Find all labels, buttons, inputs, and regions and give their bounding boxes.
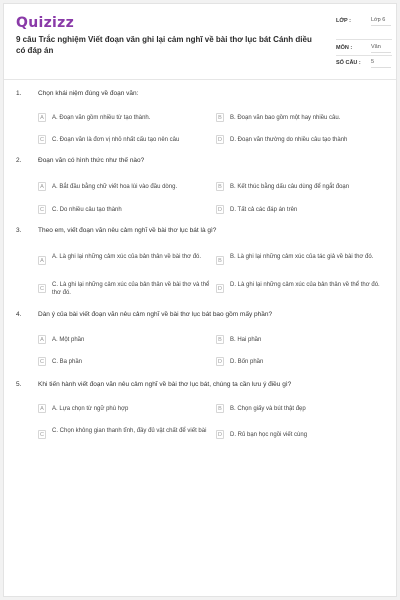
option-text: D. Là ghi lại những cảm xúc của bản thân về thể thơ đó. [230,282,380,288]
question-text: Khi tiến hành viết đoạn văn nêu cảm nghĩ về bài thơ lục bát, chúng ta cần lưu ý điều gì? [38,381,292,388]
question-number: 4. [16,311,22,318]
option-letter: B [216,256,224,265]
question-number: 3. [16,227,22,234]
option-letter: C [38,284,46,293]
worksheet-header [4,4,396,80]
question-text: Dàn ý của bài viết đoạn văn nêu cảm nghĩ về bài thơ lục bát bao gồm mấy phần? [38,311,273,318]
option-text: D. Rủ bạn học ngồi viết cùng [230,432,308,438]
count-value: 5 [371,59,391,68]
option-letter: B [216,113,224,122]
option-text: C. Đoạn văn là đơn vị nhỏ nhất cấu tạo nên câu [52,137,180,143]
worksheet-title: 9 câu Trắc nghiệm Viết đoạn văn ghi lại cảm nghĩ về bài thơ lục bát Cánh diều có đáp án [16,35,312,55]
option-text: A. Là ghi lại những cảm xúc của bản thân về bài thơ đó. [52,254,202,260]
option-text: C. Là ghi lại những cảm xúc của bản thân về bài thơ và thể thơ đó. [52,282,210,296]
option-text: A. Một phần [52,337,85,343]
quizizz-logo[interactable]: Quizizz [16,15,75,31]
option-letter: D [216,135,224,144]
option-text: B. Chọn giấy và bút thật đẹp [230,406,306,412]
option-letter: B [216,182,224,191]
option-text: C. Ba phần [52,359,83,365]
option-letter: B [216,335,224,344]
option-letter: D [216,205,224,214]
worksheet-page [3,3,397,597]
option-letter: A [38,182,46,191]
subject-label: MÔN : [336,45,353,51]
count-label: SỐ CÂU : [336,60,361,66]
meta-divider [336,39,392,40]
option-letter: A [38,256,46,265]
question-text: Theo em, viết đoạn văn nêu cảm nghĩ về bài thơ lục bát là gì? [38,227,217,234]
option-letter: A [38,113,46,122]
option-letter: C [38,135,46,144]
grade-label: LỚP : [336,18,351,24]
option-letter: D [216,357,224,366]
question-number: 5. [16,381,22,388]
option-letter: A [38,335,46,344]
grade-value: Lớp 6 [371,17,391,26]
option-text: C. Chọn không gian thanh tĩnh, đầy đủ vật chất để viết bài [52,428,207,434]
option-letter: B [216,404,224,413]
option-letter: A [38,404,46,413]
option-text: B. Kết thúc bằng dấu câu dùng để ngắt đoạn [230,184,350,190]
option-text: D. Tất cả các đáp án trên [230,207,298,213]
option-text: C. Do nhiều câu tạo thành [52,207,122,213]
option-text: D. Bốn phần [230,359,264,365]
option-text: A. Đoạn văn gồm nhiều từ tạo thành. [52,115,151,121]
option-letter: D [216,430,224,439]
option-text: D. Đoạn văn thường do nhiều câu tạo thành [230,137,348,143]
option-letter: C [38,430,46,439]
option-letter: C [38,205,46,214]
question-text: Đoạn văn có hình thức như thế nào? [38,157,145,164]
question-number: 2. [16,157,22,164]
option-text: A. Bắt đầu bằng chữ viết hoa lùi vào đầu dòng. [52,184,178,190]
option-text: B. Hai phần [230,337,262,343]
option-text: B. Là ghi lại những cảm xúc của tác giả về bài thơ đó. [230,254,374,260]
question-number: 1. [16,90,22,97]
option-letter: C [38,357,46,366]
question-text: Chọn khái niệm đúng về đoạn văn: [38,90,139,97]
option-text: A. Lựa chọn từ ngữ phù hợp [52,406,129,412]
option-text: B. Đoạn văn bao gồm một hay nhiều câu. [230,115,341,121]
option-letter: D [216,284,224,293]
subject-value: Văn [371,44,391,53]
meta-divider [336,55,392,56]
